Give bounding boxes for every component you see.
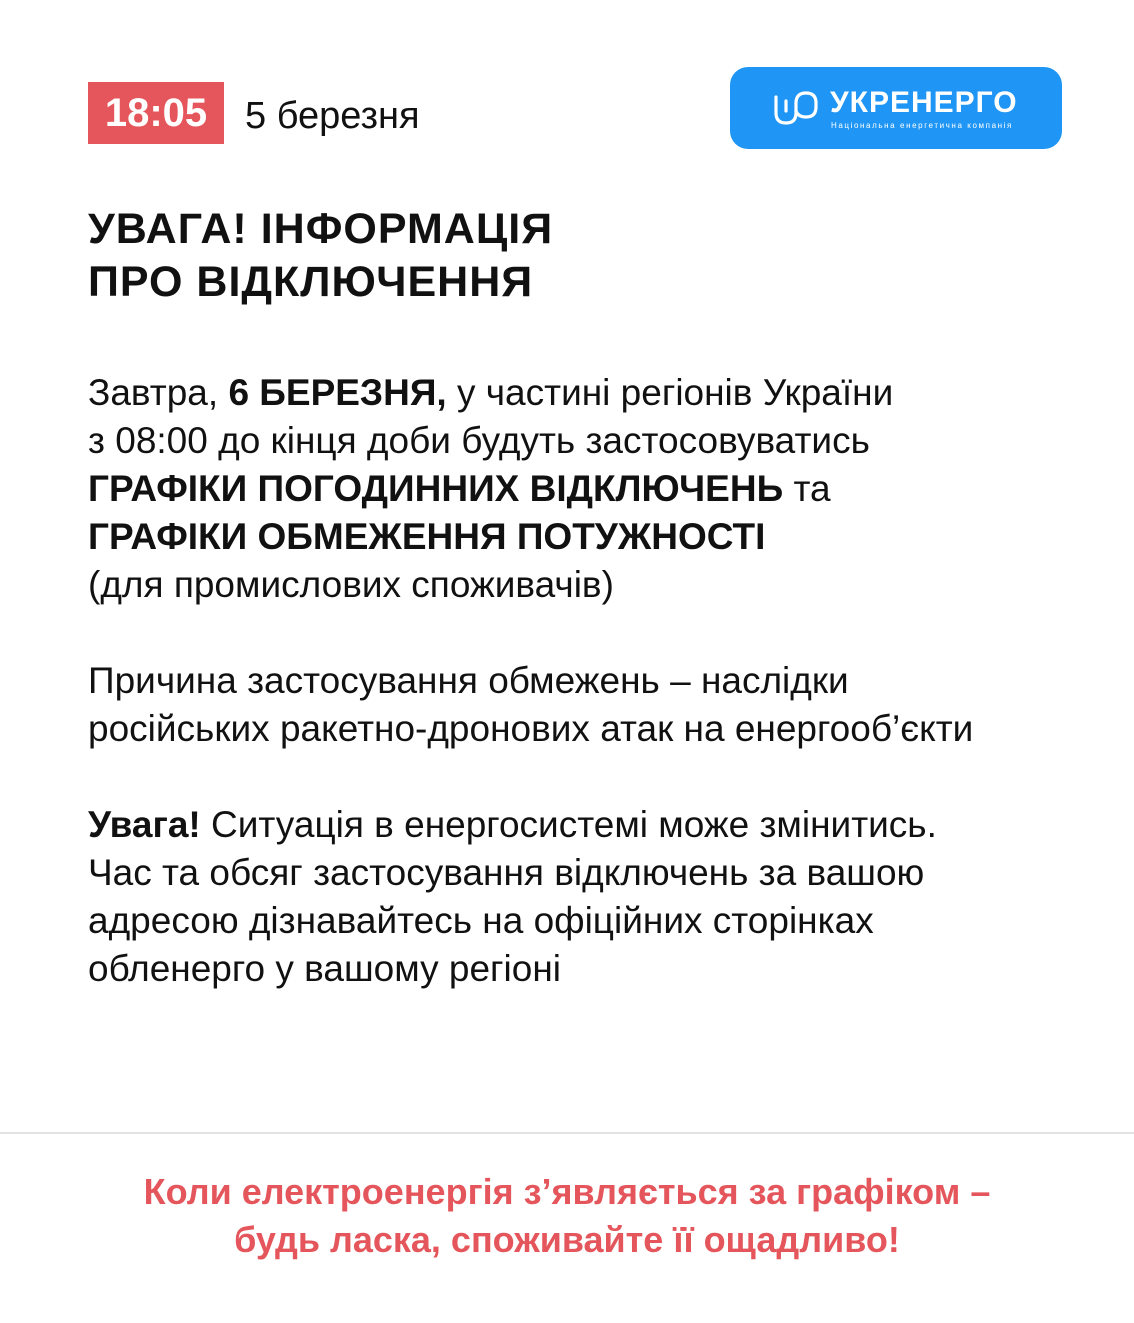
text-fragment: Завтра, [88, 372, 229, 413]
logo-subtitle: Національна енергетична компанія [831, 121, 1013, 130]
footer-message [0, 1168, 1134, 1264]
paragraph-line: російських ракетно-дронових атак на енергооб’єкти [88, 708, 974, 749]
reason-paragraph [88, 657, 973, 753]
schedule-paragraph [88, 369, 893, 609]
text-fragment: та [783, 468, 831, 509]
date-emphasis: 6 БЕРЕЗНЯ, [228, 372, 447, 413]
headline-line-2: ПРО ВІДКЛЮЧЕННЯ [88, 258, 534, 306]
paragraph-line: (для промислових споживачів) [88, 564, 614, 605]
ukrenergo-logo-icon [772, 89, 822, 127]
paragraph-line [88, 801, 937, 849]
headline-line-1: УВАГА! ІНФОРМАЦІЯ [88, 205, 554, 253]
paragraph-line [88, 369, 893, 417]
paragraph-line: Причина застосування обмежень – наслідки [88, 660, 849, 701]
text-fragment: у частині регіонів України [446, 372, 894, 413]
hourly-outage-emphasis: ГРАФІКИ ПОГОДИННИХ ВІДКЛЮЧЕНЬ [88, 468, 784, 509]
paragraph-line [88, 513, 893, 561]
time-badge: 18:05 [88, 82, 224, 144]
footer-line-2: будь ласка, споживайте її ощадливо! [234, 1219, 900, 1260]
power-limit-emphasis: ГРАФІКИ ОБМЕЖЕННЯ ПОТУЖНОСТІ [88, 516, 766, 557]
ukrenergo-logo [730, 67, 1062, 149]
warning-paragraph [88, 801, 937, 993]
paragraph-line: з 08:00 до кінця доби будуть застосовуватись [88, 420, 870, 461]
paragraph-line: обленерго у вашому регіоні [88, 948, 561, 989]
paragraph-line [88, 465, 893, 513]
paragraph-line: Час та обсяг застосування відключень за вашою [88, 852, 925, 893]
headline [88, 203, 553, 309]
divider [0, 1132, 1134, 1134]
text-fragment: Ситуація в енергосистемі може змінитись. [200, 804, 937, 845]
paragraph-line: адресою дізнавайтесь на офіційних сторінках [88, 900, 874, 941]
footer-line-1: Коли електроенергія з’являється за графіком – [143, 1171, 991, 1212]
date-label: 5 березня [245, 95, 420, 137]
logo-name: УКРЕНЕРГО [830, 86, 1018, 119]
warning-emphasis: Увага! [88, 804, 201, 845]
